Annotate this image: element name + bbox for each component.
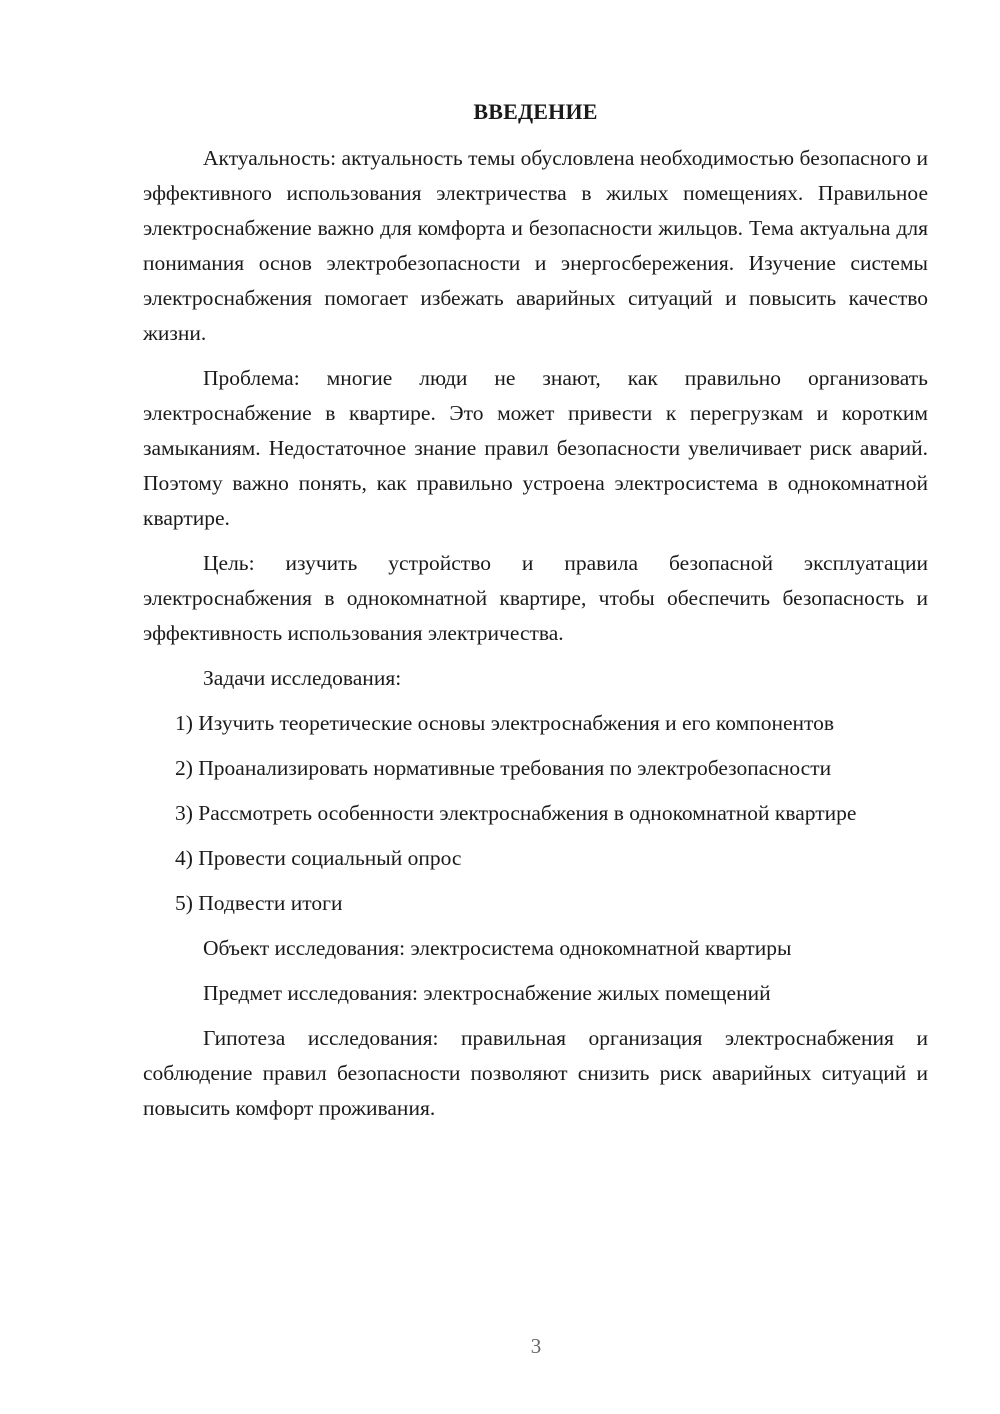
- goal-paragraph: Цель: изучить устройство и правила безопасной эксплуатации электроснабжения в однокомнатной квартире, чтобы обеспечить безопасность и эффективность использования электричества.: [143, 551, 928, 645]
- research-object: Объект исследования: электросистема однокомнатной квартиры: [203, 936, 792, 960]
- research-hypothesis: Гипотеза исследования: правильная организация электроснабжения и соблюдение правил безопасности позволяют снизить риск аварийных ситуаций и повысить комфорт проживания.: [143, 1026, 928, 1120]
- page-number: 3: [530, 1334, 542, 1358]
- task-item: 5) Подвести итоги: [175, 891, 343, 915]
- page-title: ВВЕДЕНИЕ: [473, 99, 598, 124]
- task-item: 3) Рассмотреть особенности электроснабжения в однокомнатной квартире: [175, 801, 857, 825]
- task-item: 4) Провести социальный опрос: [175, 846, 462, 870]
- page-content: [143, 94, 928, 1136]
- research-subject: Предмет исследования: электроснабжение жилых помещений: [203, 981, 771, 1005]
- task-item: 1) Изучить теоретические основы электроснабжения и его компонентов: [175, 711, 835, 735]
- problem-paragraph: Проблема: многие люди не знают, как правильно организовать электроснабжение в квартире. Это может привести к перегрузкам и коротким замыканиям. Недостаточное знание правил безопасности увеличивает риск аварий. Поэтому важно понять, как правильно устроена электросистема в однокомнатной квартире.: [143, 366, 928, 530]
- task-item: 2) Проанализировать нормативные требования по электробезопасности: [175, 756, 832, 780]
- relevance-paragraph: Актуальность: актуальность темы обусловлена необходимостью безопасного и эффективного использования электричества в жилых помещениях. Правильное электроснабжение важно для комфорта и безопасности жильцов. Тема актуальна для понимания основ электробезопасности и энергосбережения. Изучение системы электроснабжения помогает избежать аварийных ситуаций и повысить качество жизни.: [143, 146, 928, 345]
- tasks-heading: Задачи исследования:: [203, 666, 402, 690]
